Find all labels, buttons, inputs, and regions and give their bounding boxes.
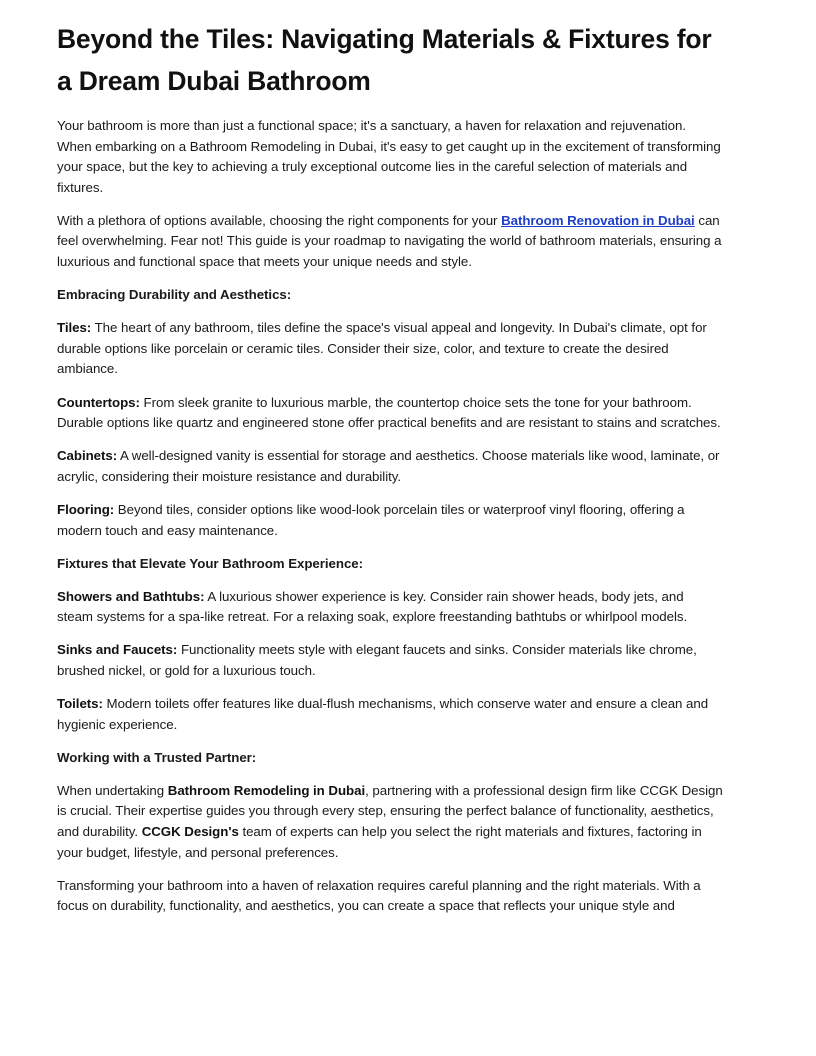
bathroom-renovation-link[interactable]: Bathroom Renovation in Dubai	[501, 212, 695, 228]
item-term: Showers and Bathtubs:	[57, 588, 205, 604]
paragraph-partner-text-b: , partnering with a professional design firm like CCGK Design is crucial. Their expertise guides you through every step, ensuring the perfect balance of functionality, aesthetics, and durability.	[57, 782, 723, 840]
item-text: The heart of any bathroom, tiles define the space's visual appeal and longevity. In Dubai's climate, opt for durable options like porcelain or ceramic tiles. Consider their size, color, and texture to create the desired ambiance.	[57, 320, 707, 377]
page-title: Beyond the Tiles: Navigating Materials & Fixtures for a Dream Dubai Bathroom	[57, 24, 712, 96]
section-heading-durability: Embracing Durability and Aesthetics:	[57, 287, 292, 303]
item-text: Functionality meets style with elegant faucets and sinks. Consider materials like chrome, brushed nickel, or gold for a luxurious touch.	[57, 642, 697, 678]
item-term: Cabinets:	[57, 448, 118, 464]
paragraph-options-text-b: can feel overwhelming. Fear not! This guide is your roadmap to navigating the world of bathroom materials, ensuring a luxurious and functional space that meets your unique needs and style.	[57, 212, 722, 270]
item-term: Tiles:	[57, 320, 92, 336]
item-text: A luxurious shower experience is key. Consider rain shower heads, body jets, and steam systems for a spa-like retreat. For a relaxing soak, explore freestanding bathtubs or whirlpool models.	[57, 588, 688, 625]
item-showers-bathtubs	[57, 587, 723, 628]
item-flooring	[57, 500, 723, 541]
closing-paragraph: Transforming your bathroom into a haven of relaxation requires careful planning and the right materials. With a focus on durability, functionality, and aesthetics, you can create a space that reflects your unique style and	[57, 877, 701, 914]
item-text: Modern toilets offer features like dual-flush mechanisms, which conserve water and ensure a clean and hygienic experience.	[57, 696, 709, 732]
document-page	[57, 18, 723, 929]
item-text: From sleek granite to luxurious marble, the countertop choice sets the tone for your bathroom. Durable options like quartz and engineered stone offer practical benefits and are resistant to stains and scratches.	[57, 394, 721, 431]
paragraph-options-text-a: With a plethora of options available, choosing the right components for your	[57, 212, 502, 228]
item-tiles	[57, 318, 723, 380]
item-term: Sinks and Faucets:	[57, 642, 178, 658]
bold-remodeling-phrase: Bathroom Remodeling in Dubai	[167, 782, 366, 798]
paragraph-partner-text-c: team of experts can help you select the right materials and fixtures, factoring in your budget, lifestyle, and personal preferences.	[57, 824, 702, 860]
item-sinks-faucets	[57, 640, 723, 681]
paragraph-partner-text-a: When undertaking	[57, 782, 168, 798]
intro-paragraph: Your bathroom is more than just a functional space; it's a sanctuary, a haven for relaxation and rejuvenation. When embarking on a Bathroom Remodeling in Dubai, it's easy to get caught up in the excitement of transforming your space, but the key to achieving a truly exceptional outcome lies in the careful selection of materials and fixtures.	[57, 118, 721, 195]
item-term: Toilets:	[57, 696, 103, 712]
item-term: Countertops:	[57, 394, 140, 410]
item-text: A well-designed vanity is essential for storage and aesthetics. Choose materials like wood, laminate, or acrylic, considering their moisture resistance and durability.	[57, 448, 720, 484]
section-heading-fixtures: Fixtures that Elevate Your Bathroom Experience:	[57, 555, 364, 571]
paragraph-options	[57, 211, 723, 273]
paragraph-partner	[57, 781, 723, 863]
bold-company-name: CCGK Design's	[141, 824, 239, 840]
item-text: Beyond tiles, consider options like wood-look porcelain tiles or waterproof vinyl flooring, offering a modern touch and easy maintenance.	[57, 501, 685, 538]
item-cabinets	[57, 446, 723, 487]
item-toilets	[57, 694, 723, 735]
item-countertops	[57, 393, 723, 434]
section-heading-partner: Working with a Trusted Partner:	[57, 749, 257, 765]
item-term: Flooring:	[57, 501, 115, 517]
